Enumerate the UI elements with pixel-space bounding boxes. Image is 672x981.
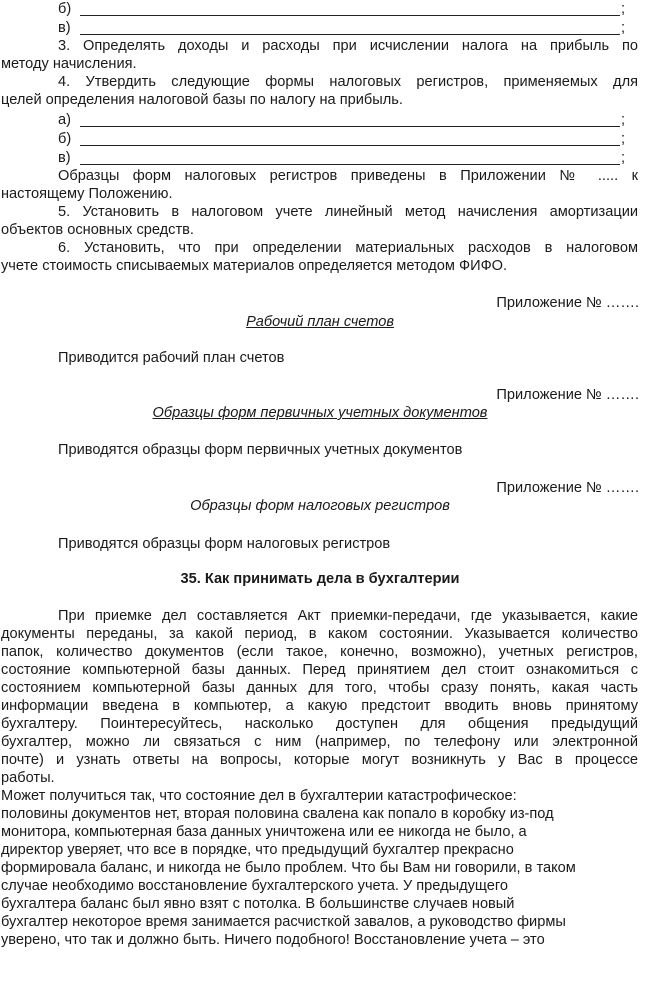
blank-line	[80, 34, 620, 35]
appendix-2-text: Приводятся образцы форм первичных учетных документов	[58, 442, 463, 458]
para1-line: информации введена в компьютер, а какую предстоит вводить вновь принятому	[1, 698, 638, 714]
para1-line: документы переданы, за какой период, в каком состоянии. Указывается количество	[1, 626, 638, 642]
para1-line: папок, количество документов (если такое, конечно, возможно), учетных регистров,	[1, 644, 638, 660]
samples-line1: Образцы форм налоговых регистров приведены в Приложении № ..... к	[58, 168, 638, 184]
appendix-1-title: Рабочий план счетов	[246, 314, 394, 330]
item3-line1: 3. Определять доходы и расходы при исчислении налога на прибыль по	[58, 38, 638, 54]
item4-line2: целей определения налоговой базы по налогу на прибыль.	[1, 92, 403, 108]
appendix-3-label: Приложение № …….	[496, 480, 639, 496]
blank-line	[80, 145, 620, 146]
appendix-2-label: Приложение № …….	[496, 387, 639, 403]
semicolon: ;	[621, 112, 626, 128]
list-marker-v: в)	[58, 150, 71, 166]
para1-line: состояние компьютерной базы данных. Перед принятием дел стоит ознакомиться с	[1, 662, 638, 678]
blank-line	[80, 15, 620, 16]
para2-line: монитора, компьютерная база данных уничтожена или ее никогда не было, а	[1, 824, 527, 840]
semicolon: ;	[621, 150, 626, 166]
para2-line: бухгалтер некоторое время занимается расчисткой завалов, а руководство фирмы	[1, 914, 566, 930]
semicolon: ;	[621, 131, 626, 147]
list-marker-v-top: в)	[58, 20, 71, 36]
appendix-2-title: Образцы форм первичных учетных документов	[152, 405, 488, 421]
para2-line: формировала баланс, и никогда не было проблем. Что бы Вам ни говорили, в таком	[1, 860, 576, 876]
appendix-3-title: Образцы форм налоговых регистров	[190, 498, 450, 514]
section-heading: 35. Как принимать дела в бухгалтерии	[180, 571, 460, 587]
list-marker-b-top: б)	[58, 1, 72, 17]
appendix-1-label: Приложение № …….	[496, 295, 639, 311]
para1-line: почте) и узнать ответы на вопросы, которые могут возникнуть у Вас в процессе	[1, 752, 638, 768]
appendix-3-text: Приводятся образцы форм налоговых регистров	[58, 536, 391, 552]
para1-line: При приемке дел составляется Акт приемки-передачи, где указывается, какие	[58, 608, 638, 624]
para1-line: бухгалтеру. Поинтересуйтесь, насколько доступен для общения предыдущий	[1, 716, 638, 732]
para1-line: состоянием компьютерной базы данных для того, чтобы сразу понять, какая часть	[1, 680, 638, 696]
blank-line	[80, 126, 620, 127]
semicolon: ;	[621, 20, 626, 36]
para2-line: Может получиться так, что состояние дел в бухгалтерии катастрофическое:	[1, 788, 517, 804]
appendix-1-text: Приводится рабочий план счетов	[58, 350, 285, 366]
item6-line1: 6. Установить, что при определении материальных расходов в налоговом	[58, 240, 638, 256]
samples-line2: настоящему Положению.	[1, 186, 173, 202]
para1-line: работы.	[1, 770, 55, 786]
item5-line1: 5. Установить в налоговом учете линейный метод начисления амортизации	[58, 204, 638, 220]
para2-line: директор уверяет, что все в порядке, что предыдущий бухгалтер прекрасно	[1, 842, 514, 858]
para2-line: половины документов нет, вторая половина свалена как попало в коробку из-под	[1, 806, 554, 822]
para2-line: уверено, что так и должно быть. Ничего подобного! Восстановление учета – это	[1, 932, 545, 948]
list-marker-a: а)	[58, 112, 71, 128]
para1-line: бухгалтер, можно ли связаться с ним (например, по телефону или электронной	[1, 734, 638, 750]
blank-line	[80, 164, 620, 165]
para2-line: бухгалтера баланс был явно взят с потолка. В большинстве случаев новый	[1, 896, 515, 912]
semicolon: ;	[621, 1, 626, 17]
item3-line2: методу начисления.	[1, 56, 137, 72]
item4-line1: 4. Утвердить следующие формы налоговых регистров, применяемых для	[58, 74, 638, 90]
para2-line: случае необходимо восстановление бухгалтерского учета. У предыдущего	[1, 878, 508, 894]
item6-line2: учете стоимость списываемых материалов определяется методом ФИФО.	[1, 258, 508, 274]
item5-line2: объектов основных средств.	[1, 222, 194, 238]
list-marker-b: б)	[58, 131, 72, 147]
